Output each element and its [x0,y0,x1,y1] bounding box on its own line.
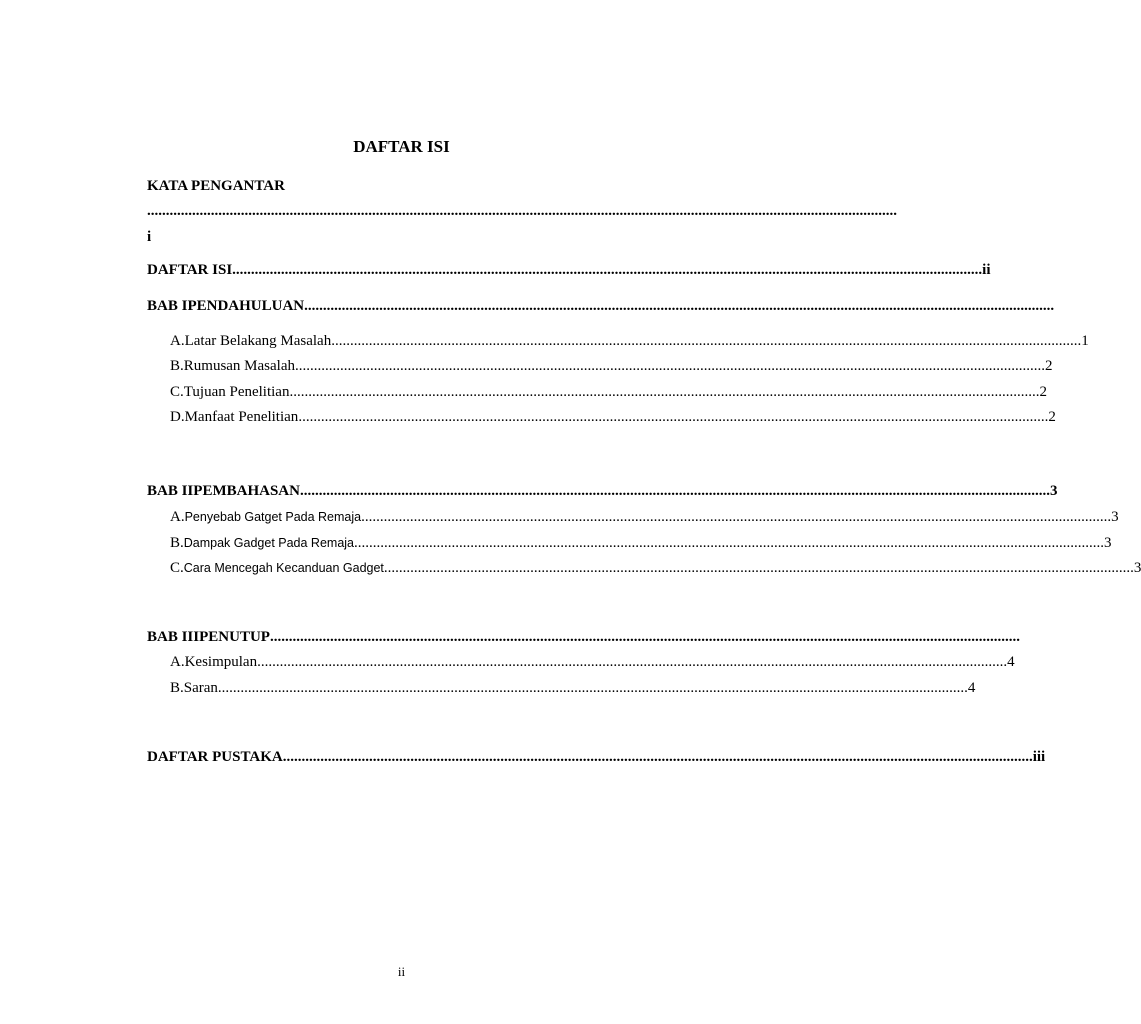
toc-page-number: 2 [1039,384,1047,400]
dot-leader: ........................................................................................................................................................................................................ [331,333,1082,349]
subentry-label: Saran [183,680,218,696]
dot-leader: ........................................................................................................................................................................................................ [383,560,1134,576]
toc-entry-kata-pengantar [147,176,707,196]
toc-page-number: 4 [1007,654,1015,670]
dot-leader: ........................................................................................................................................................................................................ [295,358,1045,374]
toc-subentry [170,407,1056,427]
toc-page-number: iii [1032,749,1046,765]
toc-subentry [170,533,1112,553]
toc-subentry [170,507,1119,527]
dot-leader: ........................................................................................................................................................................................................ [147,203,897,219]
dot-leader: ........................................................................................................................................................................................................ [269,629,1020,645]
toc-page-number: i [147,229,152,245]
toc-subentry [170,558,1141,578]
toc-label: DAFTAR ISI [147,262,233,278]
chapter-number: BAB I [147,298,188,314]
toc-subentry [170,652,1015,672]
chapter-number: BAB II [147,483,194,499]
toc-page-number: ii [982,262,991,278]
dot-leader: ........................................................................................................................................................................................................ [257,654,1008,670]
subentry-letter: C. [170,384,184,400]
toc-label: DAFTAR PUSTAKA [147,749,283,765]
toc-subentry [170,331,1089,351]
toc-page-number: 1 [1081,333,1089,349]
subentry-label: Cara Mencegah Kecanduan Gadget [183,561,384,575]
subentry-label: Latar Belakang Masalah [184,333,332,349]
subentry-label: Dampak Gadget Pada Remaja [183,536,354,550]
subentry-label: Kesimpulan [184,654,258,670]
subentry-label: Tujuan Penelitian [183,384,290,400]
subentry-letter: B. [170,680,184,696]
chapter-title: PENUTUP [199,629,270,645]
dot-leader: ........................................................................................................................................................................................................ [298,409,1049,425]
toc-page-kata-pengantar [147,227,247,247]
dot-leader: ........................................................................................................................................................................................................ [217,680,968,696]
chapter-title: PEMBAHASAN [193,483,300,499]
chapter-title: PENDAHULUAN [187,298,305,314]
toc-subentry [170,678,976,698]
toc-page-number: 4 [967,680,976,696]
toc-page-number: 3 [1049,483,1058,499]
toc-page-number: 3 [1104,535,1112,551]
toc-entry-daftar-pustaka [147,747,1046,767]
toc-page-number: 2 [1048,409,1056,425]
toc-label: KATA PENGANTAR [147,178,285,194]
toc-subentry [170,382,1047,402]
toc-page-number: 3 [1111,509,1119,525]
subentry-letter: B. [170,535,184,551]
dot-leader: ........................................................................................................................................................................................................ [299,483,1050,499]
toc-entry-bab-2 [147,481,1058,501]
toc-entry-bab-3 [147,627,1020,647]
subentry-letter: A. [170,509,185,525]
dot-leader: ........................................................................................................................................................................................................ [304,298,1055,314]
subentry-label: Rumusan Masalah [183,358,295,374]
subentry-letter: B. [170,358,184,374]
toc-entry-bab-1 [147,296,1055,316]
subentry-letter: A. [170,654,185,670]
toc-entry-daftar-isi [147,260,991,280]
dot-leader: ........................................................................................................................................................................................................ [232,262,983,278]
dot-leader: ........................................................................................................................................................................................................ [282,749,1033,765]
footer-page-number: ii [397,964,406,979]
toc-leader-dots [147,201,897,221]
toc-page-number: 3 [1133,560,1141,576]
dot-leader: ........................................................................................................................................................................................................ [361,509,1112,525]
subentry-label: Penyebab Gatget Pada Remaja [184,510,362,524]
subentry-letter: A. [170,333,185,349]
dot-leader: ........................................................................................................................................................................................................ [354,535,1104,551]
toc-page-number: 2 [1045,358,1053,374]
toc-subentry [170,356,1053,376]
subentry-letter: D. [170,409,185,425]
subentry-letter: C. [170,560,184,576]
page-title: DAFTAR ISI [353,137,450,156]
chapter-number: BAB III [147,629,200,645]
subentry-label: Manfaat Penelitian [184,409,299,425]
dot-leader: ........................................................................................................................................................................................................ [289,384,1040,400]
